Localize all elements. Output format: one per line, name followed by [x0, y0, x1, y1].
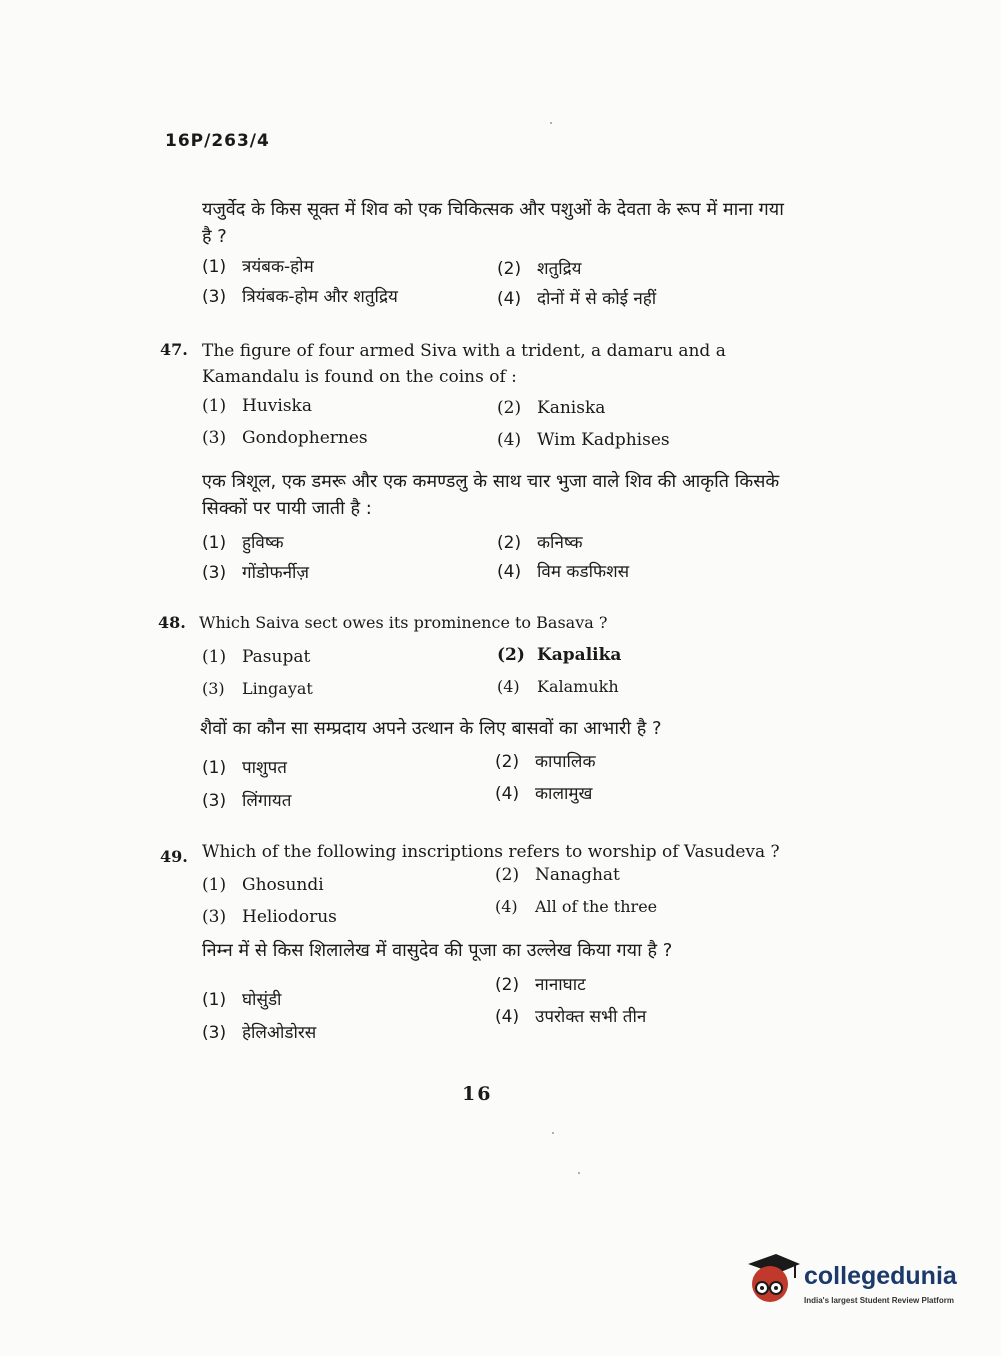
option-2: (2) Kaniska: [497, 398, 606, 418]
option-2: (2) शतुद्रिय: [497, 259, 582, 279]
option-3-hindi: (3) लिंगायत: [202, 791, 292, 811]
option-4-hindi: (4) कालामुख: [495, 784, 593, 804]
question-text-hindi: शैवों का कौन सा सम्प्रदाय अपने उत्थान के लिए बासवों का आभारी है ?: [200, 718, 662, 739]
option-3: (3) Lingayat: [202, 679, 313, 698]
option-4: (4) All of the three: [495, 897, 658, 916]
collegedunia-logo: [742, 1250, 972, 1310]
question-text-hindi: एक त्रिशूल, एक डमरू और एक कमण्डलु के साथ चार भुजा वाले शिव की आकृति किसके सिक्कों पर पायी जाती है :: [202, 471, 780, 519]
option-1: (1) त्रयंबक-होम: [202, 257, 314, 277]
option-4: (4) Wim Kadphises: [497, 430, 670, 450]
option-1: (1) Pasupat: [202, 647, 311, 667]
option-1-hindi: (1) घोसुंडी: [202, 990, 282, 1010]
option-1-hindi: (1) हुविष्क: [202, 533, 284, 553]
option-4-hindi: (4) विम कडफिशस: [497, 562, 630, 582]
question-text: Which of the following inscriptions refers to worship of Vasudeva ?: [202, 842, 780, 862]
scan-speck: [578, 1172, 580, 1174]
scan-speck: [550, 122, 552, 124]
option-1: (1) Ghosundi: [202, 875, 324, 895]
option-2: (2) Nanaghat: [495, 865, 620, 885]
option-3: (3) त्रियंबक-होम और शतुद्रिय: [202, 287, 398, 307]
option-3: (3) Heliodorus: [202, 907, 337, 927]
page-number: 16: [462, 1083, 493, 1105]
mascot-icon: [742, 1250, 802, 1310]
question-text: The figure of four armed Siva with a trident, a damaru and a Kamandalu is found on the coins of :: [202, 341, 726, 387]
question-text-hindi: यजुर्वेद के किस सूक्त में शिव को एक चिकित्सक और पशुओं के देवता के रूप में माना गया है ?: [202, 199, 784, 247]
scan-speck: [552, 1132, 554, 1134]
option-4: (4) Kalamukh: [497, 677, 619, 696]
option-2-hindi: (2) कनिष्क: [497, 533, 583, 553]
question-number: 47.: [160, 340, 188, 359]
option-2: (2) Kapalika: [497, 645, 622, 665]
question-number: 49.: [160, 847, 188, 866]
paper-code: 16P/263/4: [165, 131, 270, 151]
option-1-hindi: (1) पाशुपत: [202, 758, 287, 778]
option-1: (1) Huviska: [202, 396, 312, 416]
logo-tagline: India's largest Student Review Platform: [804, 1296, 954, 1305]
option-4: (4) दोनों में से कोई नहीं: [497, 289, 657, 309]
question-text: Which Saiva sect owes its prominence to Basava ?: [199, 613, 608, 632]
question-text-hindi: निम्न में से किस शिलालेख में वासुदेव की पूजा का उल्लेख किया गया है ?: [202, 940, 673, 961]
option-4-hindi: (4) उपरोक्त सभी तीन: [495, 1007, 647, 1027]
option-3: (3) Gondophernes: [202, 428, 368, 448]
option-2-hindi: (2) नानाघाट: [495, 975, 586, 995]
question-number: 48.: [158, 613, 186, 632]
logo-name: collegedunia: [804, 1262, 957, 1290]
option-3-hindi: (3) हेलिओडोरस: [202, 1023, 317, 1043]
option-3-hindi: (3) गोंडोफर्नीज़: [202, 563, 310, 583]
option-2-hindi: (2) कापालिक: [495, 752, 596, 772]
